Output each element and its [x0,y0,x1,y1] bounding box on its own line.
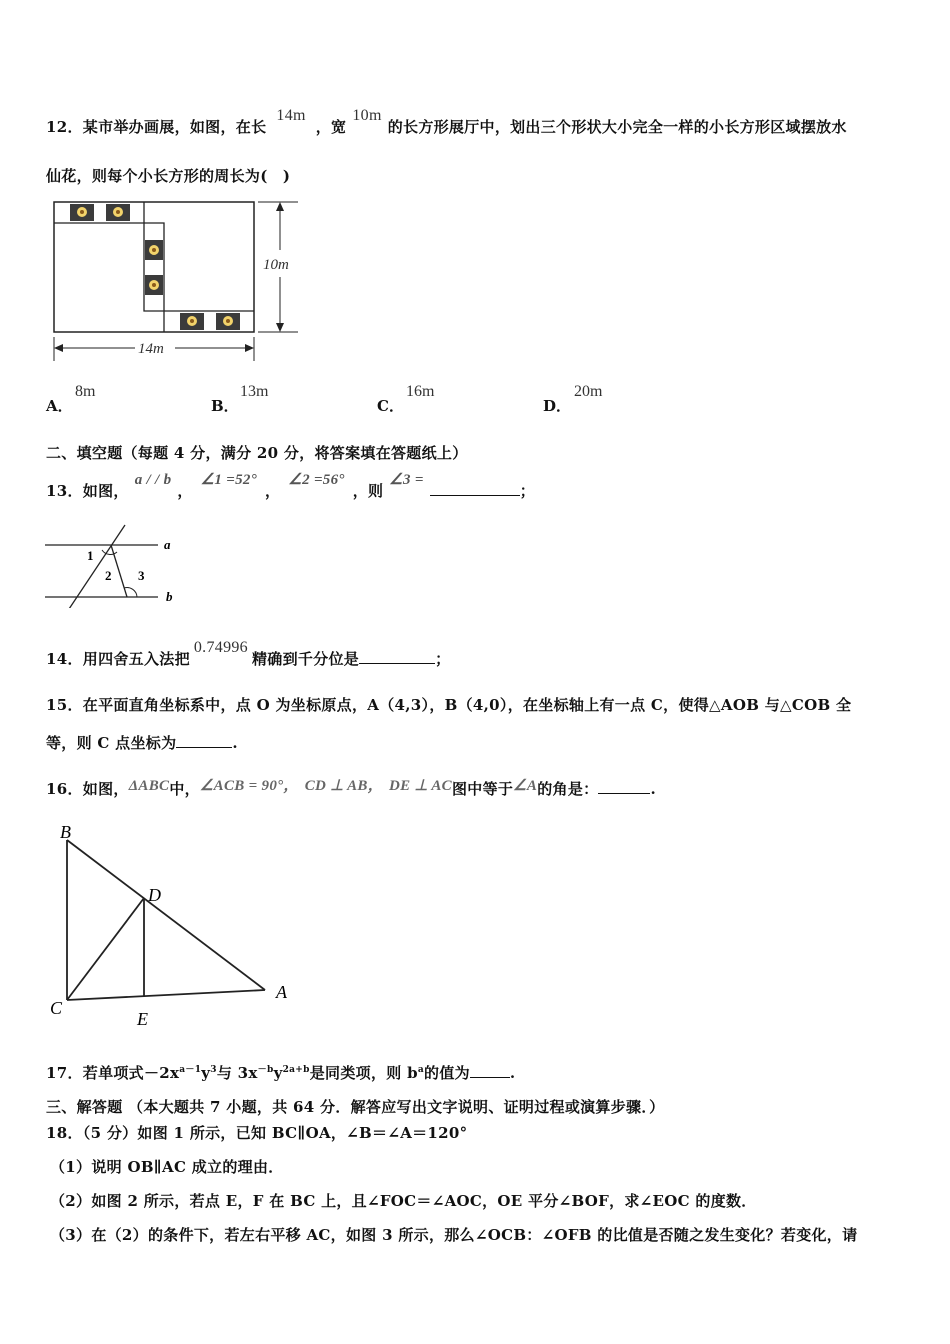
q13-text: 13．如图，a / / b，∠1 =52°，∠2 =56°，则∠3 =； [46,472,536,500]
q18-part2: （2）如图 2 所示，若点 E，F 在 BC 上，且∠FOC＝∠AOC，OE 平分∠BOF，求∠EOC 的度数． [50,1192,757,1210]
q13-figure [40,518,190,608]
q12-option-d: D． [543,397,572,415]
svg-text:3: 3 [138,568,145,583]
q12-fig-width: 14m [138,341,164,357]
svg-text:B: B [60,822,71,842]
q13-answer-blank[interactable] [430,495,520,496]
svg-text:b: b [166,589,173,604]
q12-option-b: B． [211,397,239,415]
q12-figure [40,195,310,365]
svg-text:2: 2 [105,568,112,583]
svg-text:A: A [276,982,287,1002]
svg-text:1: 1 [87,548,94,563]
q16-figure [40,818,310,1033]
svg-text:E: E [137,1009,148,1029]
q15-line2: 等，则 C 点坐标为 . [46,734,238,752]
q15-answer-blank[interactable] [176,747,232,748]
q15-line1: 15．在平面直角坐标系中，点 O 为坐标原点，A（4,3），B（4,0），在坐标轴上有一点 C，使得△AOB 与△COB 全 [46,696,852,714]
svg-text:C: C [50,998,63,1018]
q14-number: 0.74996 [193,639,248,656]
svg-text:a: a [164,537,171,552]
q18-head: 18．（5 分）如图 1 所示，已知 BC∥OA，∠B＝∠A＝120° [46,1124,468,1142]
q14-answer-blank[interactable] [359,663,435,664]
svg-text:D: D [148,885,161,905]
q16-text: 16．如图，ΔABC中，∠ACB = 90°， CD ⊥ AB， DE ⊥ AC图中等于∠A的角是： . [46,778,656,798]
q17-text: 17．若单项式$-2x^{a-1}y^3$与 $3x^{-b}y^{2a+b}$是同类项，则 $b^a$的值为 . [46,1064,516,1082]
q12-option-c: C． [377,397,404,415]
q18-part3: （3）在（2）的条件下，若左右平移 AC，如图 3 所示，那么∠OCB：∠OFB 的比值是否随之发生变化？若变化，请 [50,1226,858,1244]
q12-line1: 12．某市举办画展，如图，在长14m，宽10m的长方形展厅中，划出三个形状大小完全一样的小长方形区域摆放水 [46,107,847,136]
q12-fig-height: 10m [263,257,289,273]
section-solution-heading: 三、解答题 （本大题共 7 小题，共 64 分．解答应写出文字说明、证明过程或演算步骤．） [46,1098,665,1116]
q17-answer-blank[interactable] [470,1077,510,1078]
q16-answer-blank[interactable] [598,793,650,794]
q14-text: 14．用四舍五入法把0.74996精确到千分位是 ； [46,639,451,668]
section-fill-in-heading: 二、填空题（每题 4 分，满分 20 分，将答案填在答题纸上） [46,444,468,462]
q18-part1: （1）说明 OB∥AC 成立的理由． [50,1158,284,1176]
q12-option-a: A． [46,397,73,415]
q12-line2: 仙花，则每个小长方形的周长为( ) [46,167,291,185]
q12-width: 10m [352,107,382,124]
q12-length: 14m [276,107,306,124]
